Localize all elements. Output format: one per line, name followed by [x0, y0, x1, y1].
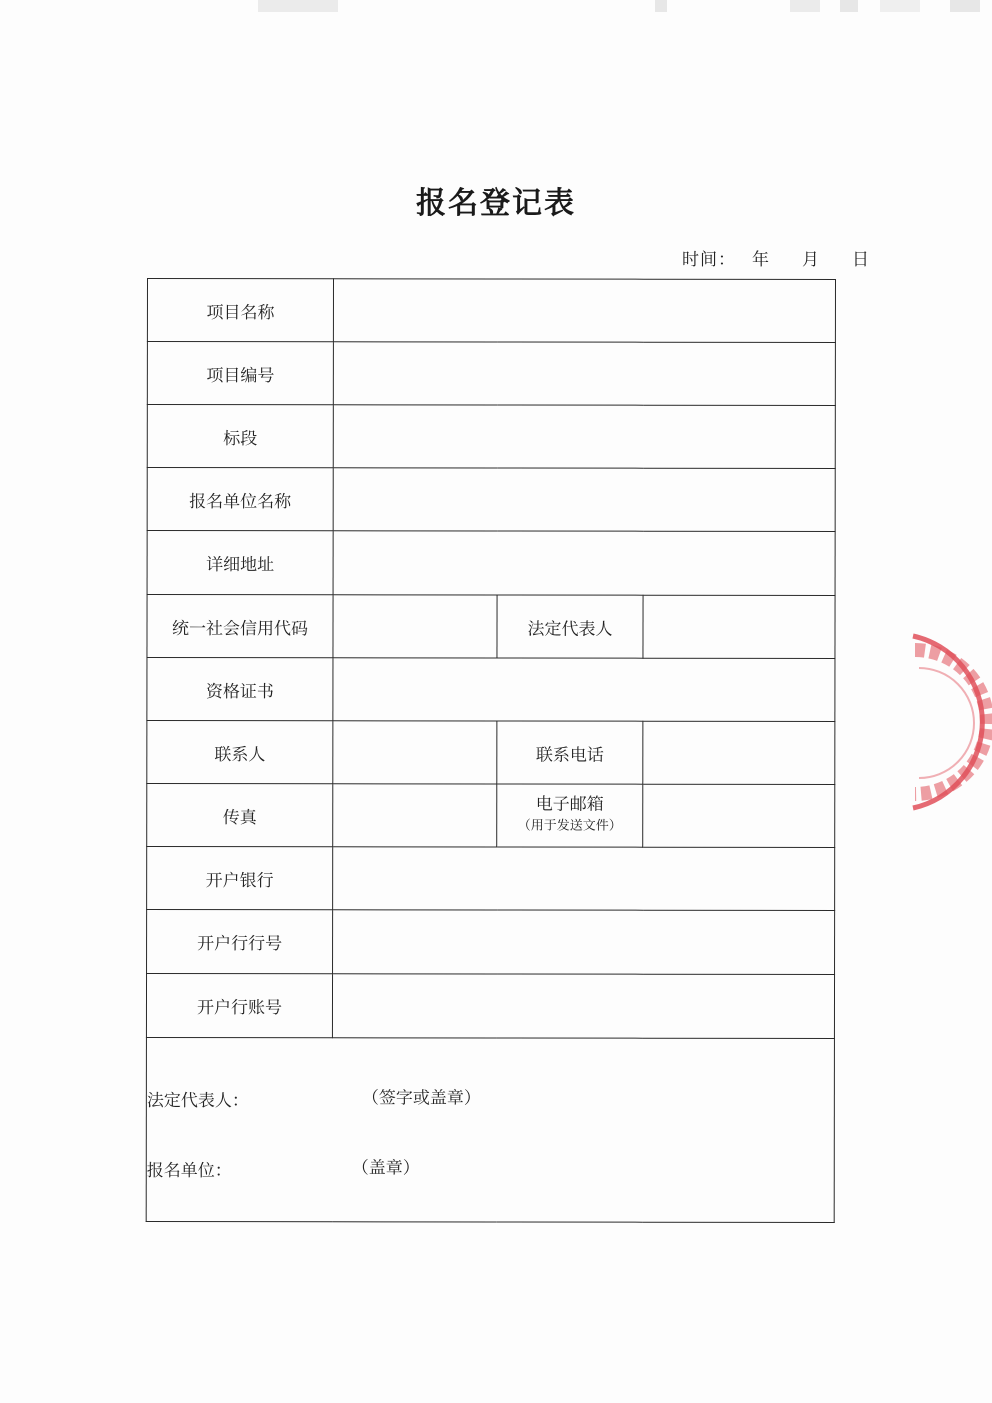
row-bank-account — [146, 974, 834, 1039]
unit-sign-label: 报名单位： — [146, 1161, 232, 1182]
contact-label: 联系人 — [147, 721, 333, 784]
row-applicant-name — [147, 468, 835, 532]
bank-number-field[interactable] — [333, 910, 835, 975]
row-section — [147, 405, 835, 469]
email-label: 电子邮箱 — [535, 794, 604, 815]
registration-table — [146, 278, 836, 1223]
date-month: 月 — [802, 250, 820, 270]
address-field[interactable] — [333, 531, 835, 596]
row-project-number — [147, 342, 835, 406]
project-number-field[interactable] — [333, 342, 835, 406]
email-label-cell — [497, 784, 643, 847]
credit-code-label: 统一社会信用代码 — [147, 595, 333, 658]
bank-label: 开户银行 — [147, 847, 333, 910]
address-label: 详细地址 — [147, 531, 333, 595]
row-fax — [147, 784, 835, 848]
date-line — [682, 245, 870, 270]
bank-account-field[interactable] — [332, 974, 834, 1039]
row-project-name — [147, 279, 835, 343]
email-note: （用于发送文件） — [517, 818, 622, 834]
unit-sign-note[interactable]: （盖章） — [351, 1158, 420, 1179]
qualification-field[interactable] — [333, 658, 835, 722]
bank-number-label: 开户行行号 — [147, 910, 333, 974]
legal-rep-sign-label: 法定代表人： — [146, 1091, 249, 1112]
row-bank-number — [147, 910, 835, 975]
contact-field[interactable] — [333, 721, 497, 784]
section-field[interactable] — [333, 405, 835, 469]
applicant-name-field[interactable] — [333, 468, 835, 532]
legal-rep-field[interactable] — [643, 595, 835, 658]
phone-field[interactable] — [643, 721, 835, 784]
project-number-label: 项目编号 — [147, 342, 333, 405]
credit-code-field[interactable] — [333, 595, 497, 658]
bank-field[interactable] — [333, 847, 835, 911]
fax-field[interactable] — [333, 784, 497, 847]
row-address — [147, 531, 835, 596]
bank-account-label: 开户行账号 — [146, 974, 332, 1038]
qualification-label: 资格证书 — [147, 658, 333, 721]
email-field[interactable] — [643, 784, 835, 847]
row-contact — [147, 721, 835, 785]
date-day: 日 — [852, 250, 870, 270]
row-credit-code — [147, 595, 835, 659]
row-bank — [147, 847, 835, 911]
form-title: 报名登记表 — [416, 186, 576, 221]
date-year: 年 — [752, 250, 770, 270]
legal-rep-sign-note[interactable]: （签字或盖章） — [361, 1088, 481, 1109]
date-label: 时间： — [682, 250, 736, 270]
row-signature — [146, 1038, 834, 1223]
scan-artifact-top — [0, 0, 992, 14]
fax-label: 传真 — [147, 784, 333, 847]
row-qualification — [147, 658, 835, 722]
signature-area — [146, 1038, 834, 1223]
project-name-label: 项目名称 — [147, 279, 333, 342]
project-name-field[interactable] — [333, 279, 835, 343]
official-seal-stamp — [905, 628, 992, 818]
phone-label: 联系电话 — [497, 721, 643, 784]
applicant-name-label: 报名单位名称 — [147, 468, 333, 531]
legal-rep-label: 法定代表人 — [497, 595, 643, 658]
section-label: 标段 — [147, 405, 333, 468]
